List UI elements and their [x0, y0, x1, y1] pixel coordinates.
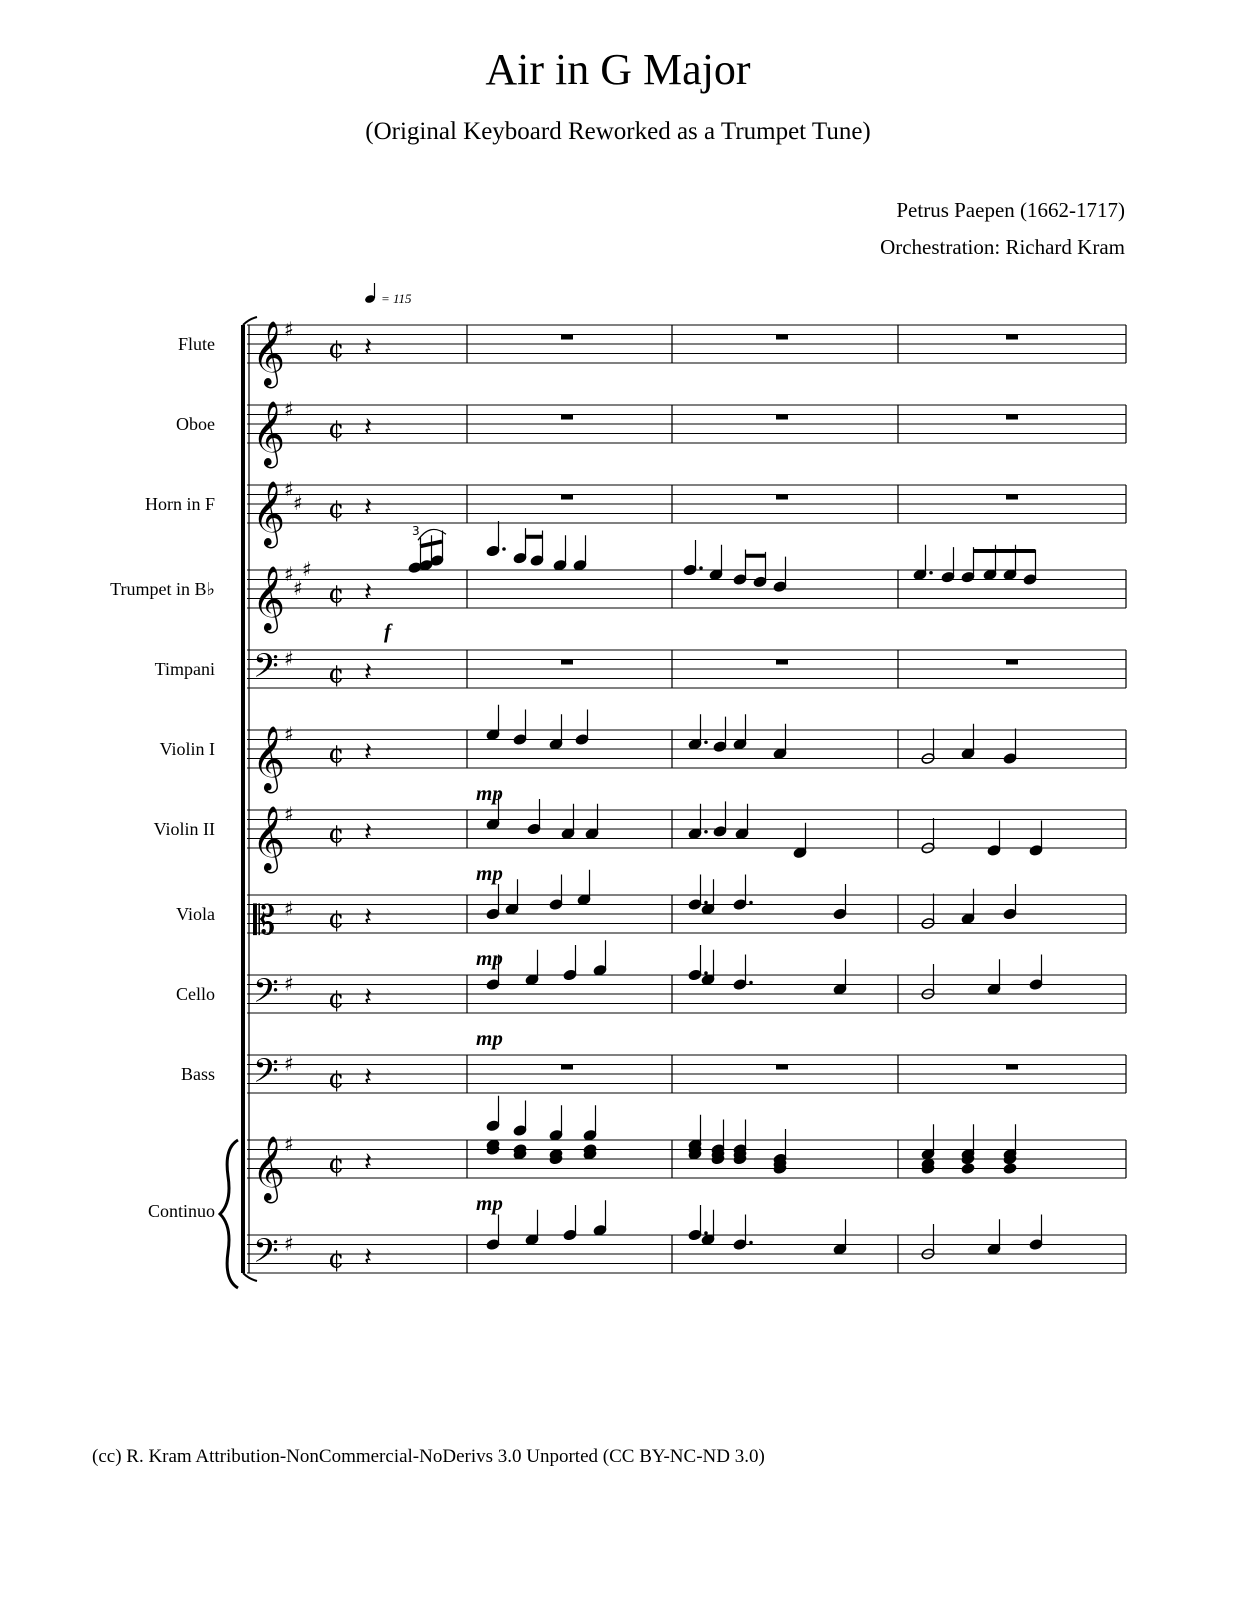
instrument-label: Timpani: [154, 659, 215, 679]
sharp-icon: ♯: [284, 316, 294, 341]
whole-rest-icon: [561, 335, 573, 340]
note-dot: [749, 981, 753, 985]
instrument-label: Horn in F: [144, 494, 215, 514]
arranger-credit: Orchestration: Richard Kram: [880, 235, 1125, 259]
instrument-label: Bass: [180, 1064, 215, 1084]
score-title: Air in G Major: [485, 45, 751, 94]
quarter-rest-icon: 𝄽: [364, 332, 372, 363]
instrument-label: Flute: [177, 334, 215, 354]
cut-time-icon: ¢: [328, 334, 345, 365]
cut-time-icon: ¢: [328, 819, 345, 850]
whole-rest-icon: [776, 1065, 788, 1070]
dynamic-mark: mp: [476, 1026, 503, 1050]
sharp-icon: ♯: [293, 576, 303, 600]
whole-rest-icon: [1006, 1065, 1018, 1070]
dynamic-mark: f: [384, 619, 391, 643]
dynamic-mark: mp: [476, 781, 503, 805]
treble-clef-icon: 𝄞: [252, 401, 286, 466]
quarter-rest-icon: 𝄽: [364, 1062, 372, 1093]
bass-clef-icon: 𝄢: [253, 1052, 279, 1099]
staff-viola: [247, 895, 1126, 933]
sharp-icon: ♯: [284, 971, 294, 996]
quarter-rest-icon: 𝄽: [364, 902, 372, 933]
sharp-icon: ♯: [293, 491, 303, 515]
sharp-icon: ♯: [284, 801, 294, 826]
sharp-icon: ♯: [284, 1131, 294, 1156]
cut-time-icon: ¢: [328, 659, 345, 690]
quarter-rest-icon: 𝄽: [364, 817, 372, 848]
instrument-label: Cello: [176, 984, 215, 1004]
note-dot: [929, 571, 933, 575]
quarter-rest-icon: 𝄽: [364, 577, 372, 608]
quarter-rest-icon: 𝄽: [364, 492, 372, 523]
cut-time-icon: ¢: [328, 579, 345, 610]
cut-time-icon: ¢: [328, 904, 345, 935]
quarter-rest-icon: 𝄽: [364, 1242, 372, 1273]
tempo-marking: [364, 283, 412, 306]
tempo-value: = 115: [381, 291, 412, 306]
whole-rest-icon: [561, 495, 573, 500]
quarter-rest-icon: 𝄽: [364, 1147, 372, 1178]
tuplet-number: 3: [412, 523, 420, 538]
quarter-rest-icon: 𝄽: [364, 657, 372, 688]
note-dot: [704, 901, 708, 905]
alto-clef-icon: 𝄡: [253, 898, 276, 944]
bass-clef-icon: 𝄢: [253, 647, 279, 694]
cut-time-icon: ¢: [328, 494, 345, 525]
whole-rest-icon: [561, 1065, 573, 1070]
continuo-brace: [220, 1140, 238, 1288]
note-head: [961, 1162, 975, 1174]
staff-flute: [247, 325, 1126, 363]
instrument-label: Violin I: [159, 739, 215, 759]
whole-rest-icon: [1006, 660, 1018, 665]
dynamic-mark: mp: [476, 946, 503, 970]
license-footer: (cc) R. Kram Attribution-NonCommercial-NoDerivs 3.0 Unported (CC BY-NC-ND 3.0): [92, 1446, 765, 1467]
instrument-label: Violin II: [153, 819, 215, 839]
note-dot: [704, 740, 708, 744]
treble-clef-icon: 𝄞: [252, 321, 286, 386]
sharp-icon: ♯: [284, 646, 294, 671]
whole-rest-icon: [776, 660, 788, 665]
note-dot: [502, 547, 506, 551]
whole-rest-icon: [1006, 335, 1018, 340]
note-dot: [704, 1231, 708, 1235]
note-dot: [749, 1241, 753, 1245]
sharp-icon: ♯: [284, 476, 294, 501]
instrument-label: Trumpet in B♭: [110, 579, 215, 599]
composer-credit: Petrus Paepen (1662-1717): [896, 198, 1125, 222]
dynamic-mark: mp: [476, 861, 503, 885]
sharp-icon: ♯: [284, 1051, 294, 1076]
note-dot: [704, 971, 708, 975]
sharp-icon: ♯: [284, 896, 294, 921]
note-beam: [420, 542, 442, 547]
note-head: [1003, 1162, 1017, 1174]
staff-bass: [247, 1055, 1126, 1093]
treble-clef-icon: 𝄞: [252, 806, 286, 871]
sharp-icon: ♯: [302, 557, 312, 581]
sharp-icon: ♯: [284, 721, 294, 746]
staff-violin-ii: [247, 810, 1126, 848]
whole-rest-icon: [776, 495, 788, 500]
whole-rest-icon: [1006, 415, 1018, 420]
instrument-label: Oboe: [176, 414, 215, 434]
cut-time-icon: ¢: [328, 1064, 345, 1095]
staff-violin-i: [247, 730, 1126, 768]
instrument-label: Viola: [176, 904, 215, 924]
quarter-rest-icon: 𝄽: [364, 412, 372, 443]
treble-clef-icon: 𝄞: [252, 566, 286, 631]
whole-rest-icon: [561, 660, 573, 665]
staff-timpani: [247, 650, 1126, 688]
treble-clef-icon: 𝄞: [252, 1136, 286, 1201]
note-dot: [704, 830, 708, 834]
whole-rest-icon: [1006, 495, 1018, 500]
bass-clef-icon: 𝄢: [253, 1232, 279, 1279]
staff-oboe: [247, 405, 1126, 443]
cut-time-icon: ¢: [328, 414, 345, 445]
sharp-icon: ♯: [284, 396, 294, 421]
sharp-icon: ♯: [284, 561, 294, 586]
whole-rest-icon: [776, 415, 788, 420]
score-subtitle: (Original Keyboard Reworked as a Trumpet Tune): [365, 118, 871, 145]
cut-time-icon: ¢: [328, 984, 345, 1015]
cut-time-icon: ¢: [328, 1149, 345, 1180]
quarter-rest-icon: 𝄽: [364, 982, 372, 1013]
whole-rest-icon: [776, 335, 788, 340]
treble-clef-icon: 𝄞: [252, 726, 286, 791]
staff-horn-in-f: [247, 485, 1126, 523]
quarter-rest-icon: 𝄽: [364, 737, 372, 768]
note-dot: [749, 901, 753, 905]
bass-clef-icon: 𝄢: [253, 972, 279, 1019]
staff-continuo: [247, 1140, 1126, 1178]
sharp-icon: ♯: [284, 1231, 294, 1256]
treble-clef-icon: 𝄞: [252, 481, 286, 546]
cut-time-icon: ¢: [328, 739, 345, 770]
dynamic-mark: mp: [476, 1191, 503, 1215]
note-dot: [699, 566, 703, 570]
whole-rest-icon: [561, 415, 573, 420]
instrument-label: Continuo: [147, 1201, 215, 1221]
cut-time-icon: ¢: [328, 1244, 345, 1275]
